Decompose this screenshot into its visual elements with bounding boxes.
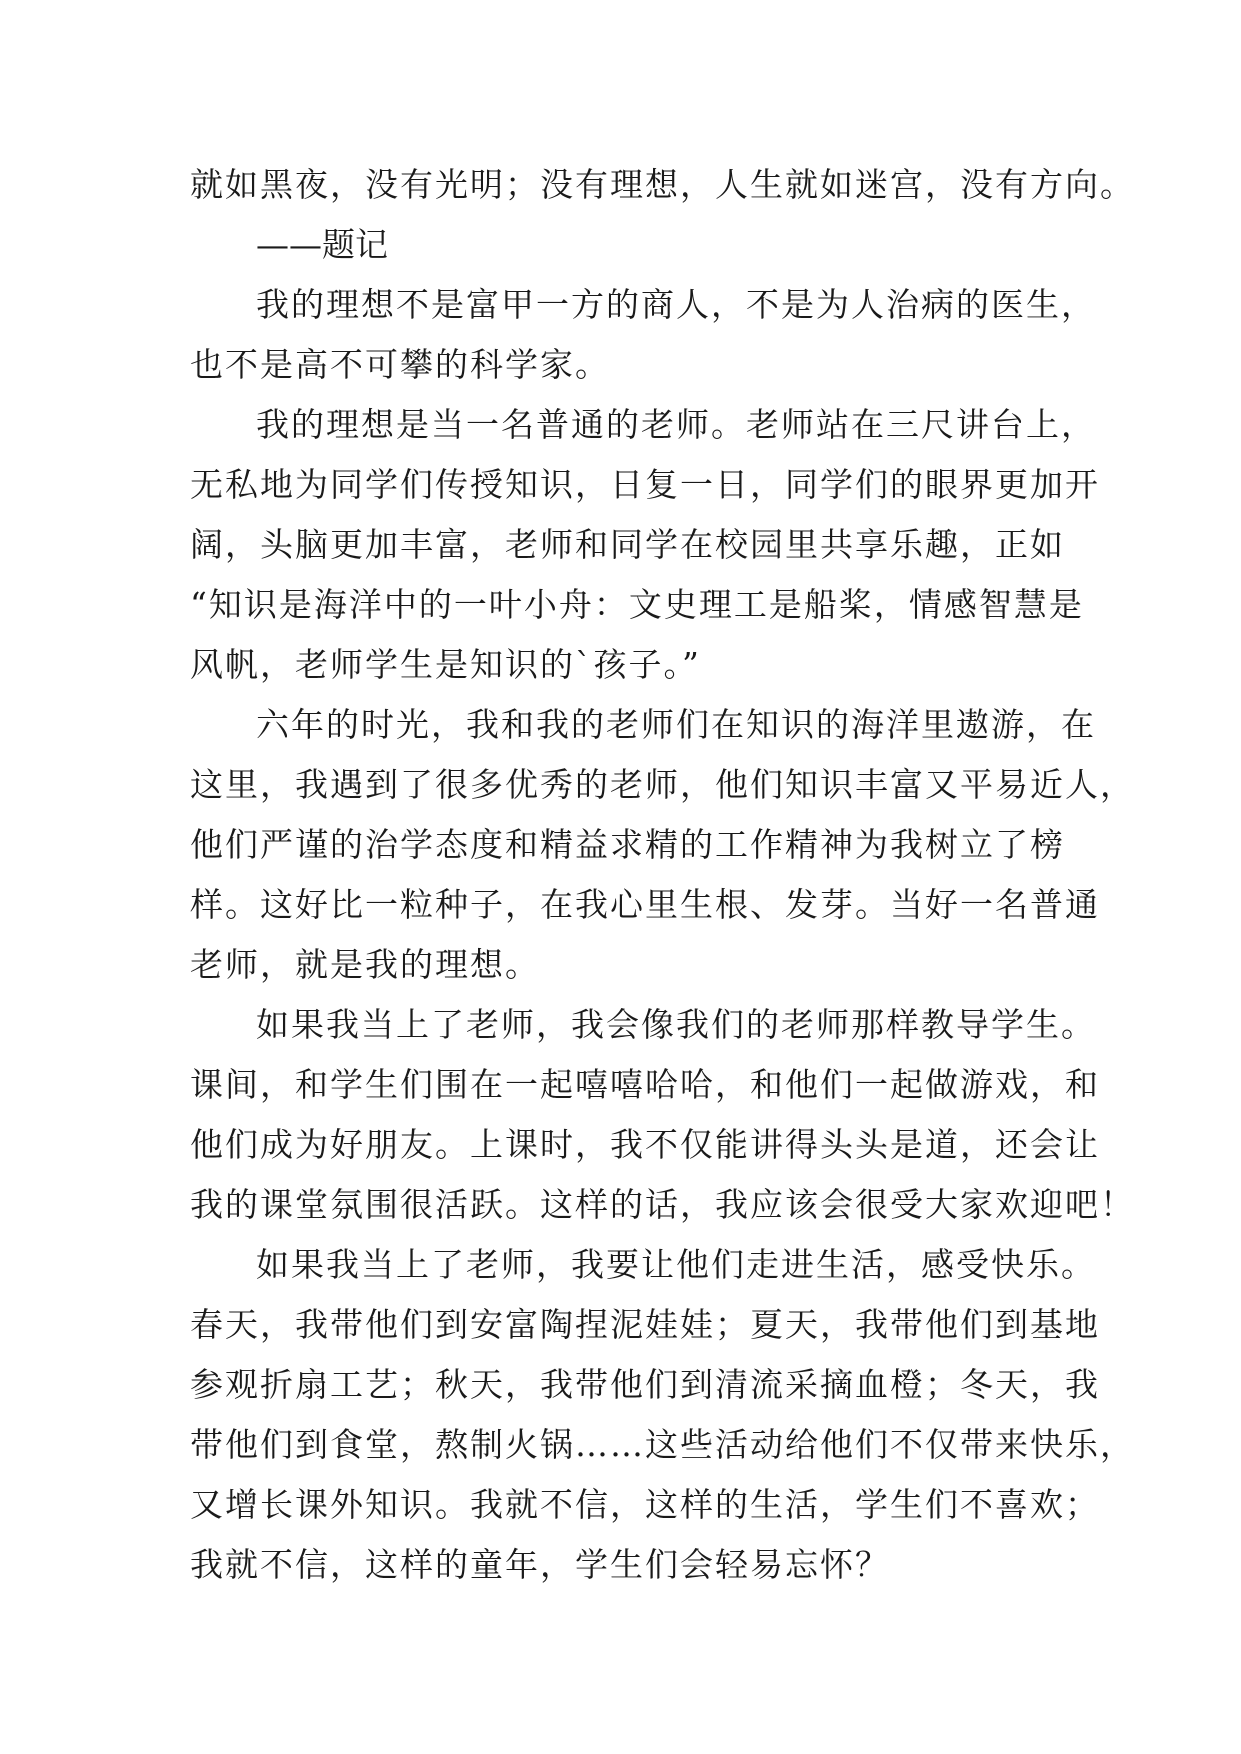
paragraph-1-line-1: 我的理想不是富甲一方的商人，不是为人治病的医生， bbox=[256, 285, 1096, 324]
paragraph-2-line-1: 我的理想是当一名普通的老师。老师站在三尺讲台上， bbox=[256, 405, 1096, 444]
paragraph-2-line-5: 风帆，老师学生是知识的`孩子。” bbox=[190, 645, 701, 684]
paragraph-5-line-3: 参观折扇工艺；秋天，我带他们到清流采摘血橙；冬天，我 bbox=[190, 1365, 1100, 1404]
paragraph-4-line-4: 我的课堂氛围很活跃。这样的话，我应该会很受大家欢迎吧！ bbox=[190, 1185, 1135, 1224]
paragraph-2-line-3: 阔，头脑更加丰富，老师和同学在校园里共享乐趣，正如 bbox=[190, 525, 1065, 564]
paragraph-5-line-1: 如果我当上了老师，我要让他们走进生活，感受快乐。 bbox=[256, 1245, 1096, 1284]
paragraph-1-line-2: 也不是高不可攀的科学家。 bbox=[190, 345, 610, 384]
paragraph-2-line-2: 无私地为同学们传授知识，日复一日，同学们的眼界更加开 bbox=[190, 465, 1100, 504]
paragraph-3-line-1: 六年的时光，我和我的老师们在知识的海洋里遨游，在 bbox=[256, 705, 1096, 744]
paragraph-5-line-6: 我就不信，这样的童年，学生们会轻易忘怀？ bbox=[190, 1545, 890, 1584]
text-line-1: 就如黑夜，没有光明；没有理想，人生就如迷宫，没有方向。 bbox=[190, 165, 1135, 204]
inscription-attribution: ——题记 bbox=[256, 225, 388, 264]
paragraph-4-line-2: 课间，和学生们围在一起嘻嘻哈哈，和他们一起做游戏，和 bbox=[190, 1065, 1100, 1104]
paragraph-5-line-2: 春天，我带他们到安富陶捏泥娃娃；夏天，我带他们到基地 bbox=[190, 1305, 1100, 1344]
paragraph-4-line-1: 如果我当上了老师，我会像我们的老师那样教导学生。 bbox=[256, 1005, 1096, 1044]
paragraph-4-line-3: 他们成为好朋友。上课时，我不仅能讲得头头是道，还会让 bbox=[190, 1125, 1100, 1164]
paragraph-3-line-4: 样。这好比一粒种子，在我心里生根、发芽。当好一名普通 bbox=[190, 885, 1100, 924]
paragraph-3-line-5: 老师，就是我的理想。 bbox=[190, 945, 540, 984]
paragraph-5-line-4: 带他们到食堂，熬制火锅……这些活动给他们不仅带来快乐， bbox=[190, 1425, 1135, 1464]
paragraph-3-line-3: 他们严谨的治学态度和精益求精的工作精神为我树立了榜 bbox=[190, 825, 1065, 864]
paragraph-2-line-4: “知识是海洋中的一叶小舟：文史理工是船桨，情感智慧是 bbox=[190, 585, 1084, 624]
paragraph-5-line-5: 又增长课外知识。我就不信，这样的生活，学生们不喜欢； bbox=[190, 1485, 1100, 1524]
paragraph-3-line-2: 这里，我遇到了很多优秀的老师，他们知识丰富又平易近人， bbox=[190, 765, 1135, 804]
